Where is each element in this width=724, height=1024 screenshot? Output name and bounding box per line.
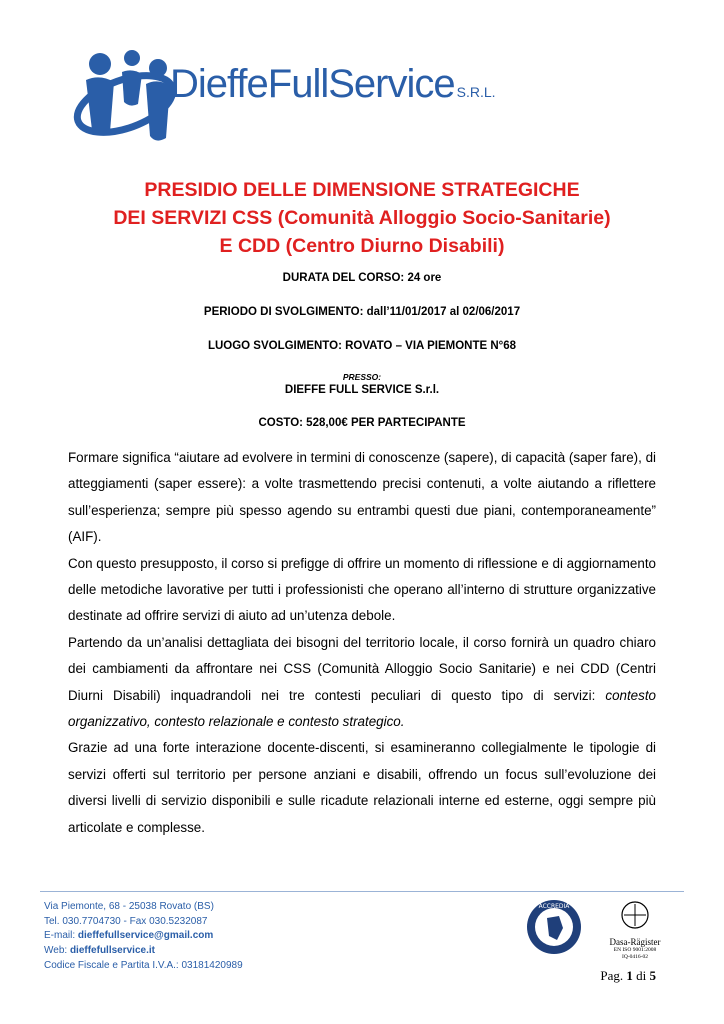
accredia-seal-icon: [525, 898, 583, 956]
course-cost: COSTO: 528,00€ PER PARTECIPANTE: [258, 417, 466, 429]
document-body: [68, 445, 656, 841]
course-duration: DURATA DEL CORSO: 24 ore: [282, 272, 442, 284]
paragraph-3-text: Partendo da un’analisi dettagliata dei bisogni del territorio locale, il corso fornirà un quadro chiaro dei cambiamenti da affrontare nei CSS (Comunità Alloggio Socio Sanitarie) e nei CDD (Centri Diurni Disabili) inquadrandoli nei tre contesti peculiari di questo tipo di servizi:: [68, 634, 656, 703]
footer-web-row: [44, 944, 243, 959]
dasa-name: Dasa-Rägister: [609, 937, 661, 947]
course-location: LUOGO SVOLGIMENTO: ROVATO – VIA PIEMONTE N°68: [207, 340, 517, 352]
page-separator: di: [632, 968, 650, 983]
footer-contacts: [44, 900, 243, 974]
paragraph-3: [68, 630, 656, 736]
footer-phone: Tel. 030.7704730 - Fax 030.5232087: [44, 915, 208, 927]
title-line-1: PRESIDIO DELLE DIMENSIONE STRATEGICHE: [144, 179, 580, 201]
footer-tax: Codice Fiscale e Partita I.V.A.: 03181420989: [44, 959, 243, 971]
title-line-3: E CDD (Centro Diurno Disabili): [219, 235, 505, 257]
company-logo: [70, 42, 496, 152]
footer-web-label: Web:: [44, 945, 70, 957]
footer-email-row: [44, 929, 243, 944]
logo-text: [170, 62, 496, 107]
dasa-certification: [600, 900, 670, 960]
page-total: 5: [649, 968, 656, 983]
page-current: 1: [626, 968, 633, 983]
footer-address: Via Piemonte, 68 - 25038 Rovato (BS): [44, 901, 214, 912]
logo-name: DieffeFullService: [170, 62, 455, 106]
paragraph-2: Con questo presupposto, il corso si prefigge di offrire un momento di riflessione e di aggiornamento delle metodiche lavorative per tutti i professionisti che operano all’interno di strutture organizzative destinate ad offrire servizi di aiuto ad un’utenza debole.: [68, 555, 656, 624]
footer-divider: [40, 891, 684, 892]
title-line-2: DEI SERVIZI CSS (Comunità Alloggio Socio-Sanitarie): [113, 207, 611, 229]
page-prefix: Pag.: [600, 968, 627, 983]
accredia-label: ACCREDIA: [538, 903, 570, 910]
logo-figures-icon: [70, 42, 180, 152]
presso-value: DIEFFE FULL SERVICE S.r.l.: [284, 384, 440, 396]
course-period: PERIODO DI SVOLGIMENTO: dall’11/01/2017 al 02/06/2017: [203, 306, 521, 318]
paragraph-1: Formare significa “aiutare ad evolvere in termini di conoscenze (sapere), di capacità (saper fare), di atteggiamenti (saper essere): a volte trasmettendo precisi contenuti, a volte aiutando a riflettere sull’esperienza; sempre più spesso agendo su entrambi questi due piani, contemporaneamente” (AIF).: [68, 450, 656, 545]
footer-email-label: E-mail:: [44, 930, 78, 942]
paragraph-4: Grazie ad una forte interazione docente-discenti, si esamineranno collegialmente le tipologie di servizi offerti sul territorio per persone anziani e disabili, offrendo un focus sull’evoluzione dei diversi livelli di servizio disponibili e sulle ricadute relazionali interne ed esterne, oggi sempre più articolate e complesse.: [68, 740, 656, 835]
page-number: [600, 968, 656, 984]
dasa-globe-icon: [620, 900, 650, 930]
presso-label: PRESSO:: [342, 372, 382, 382]
document-title: [40, 176, 684, 260]
dasa-code: IQ-0416-02: [622, 953, 648, 960]
logo-suffix: S.R.L.: [456, 84, 496, 100]
footer-web-link[interactable]: dieffefullservice.it: [69, 945, 155, 957]
footer-email-link[interactable]: dieffefullservice@gmail.com: [77, 930, 214, 942]
paragraph-3-italic: contesto organizzativo, contesto relazionale e contesto strategico.: [68, 687, 656, 730]
dasa-standard: EN ISO 9001:2008: [613, 947, 657, 953]
